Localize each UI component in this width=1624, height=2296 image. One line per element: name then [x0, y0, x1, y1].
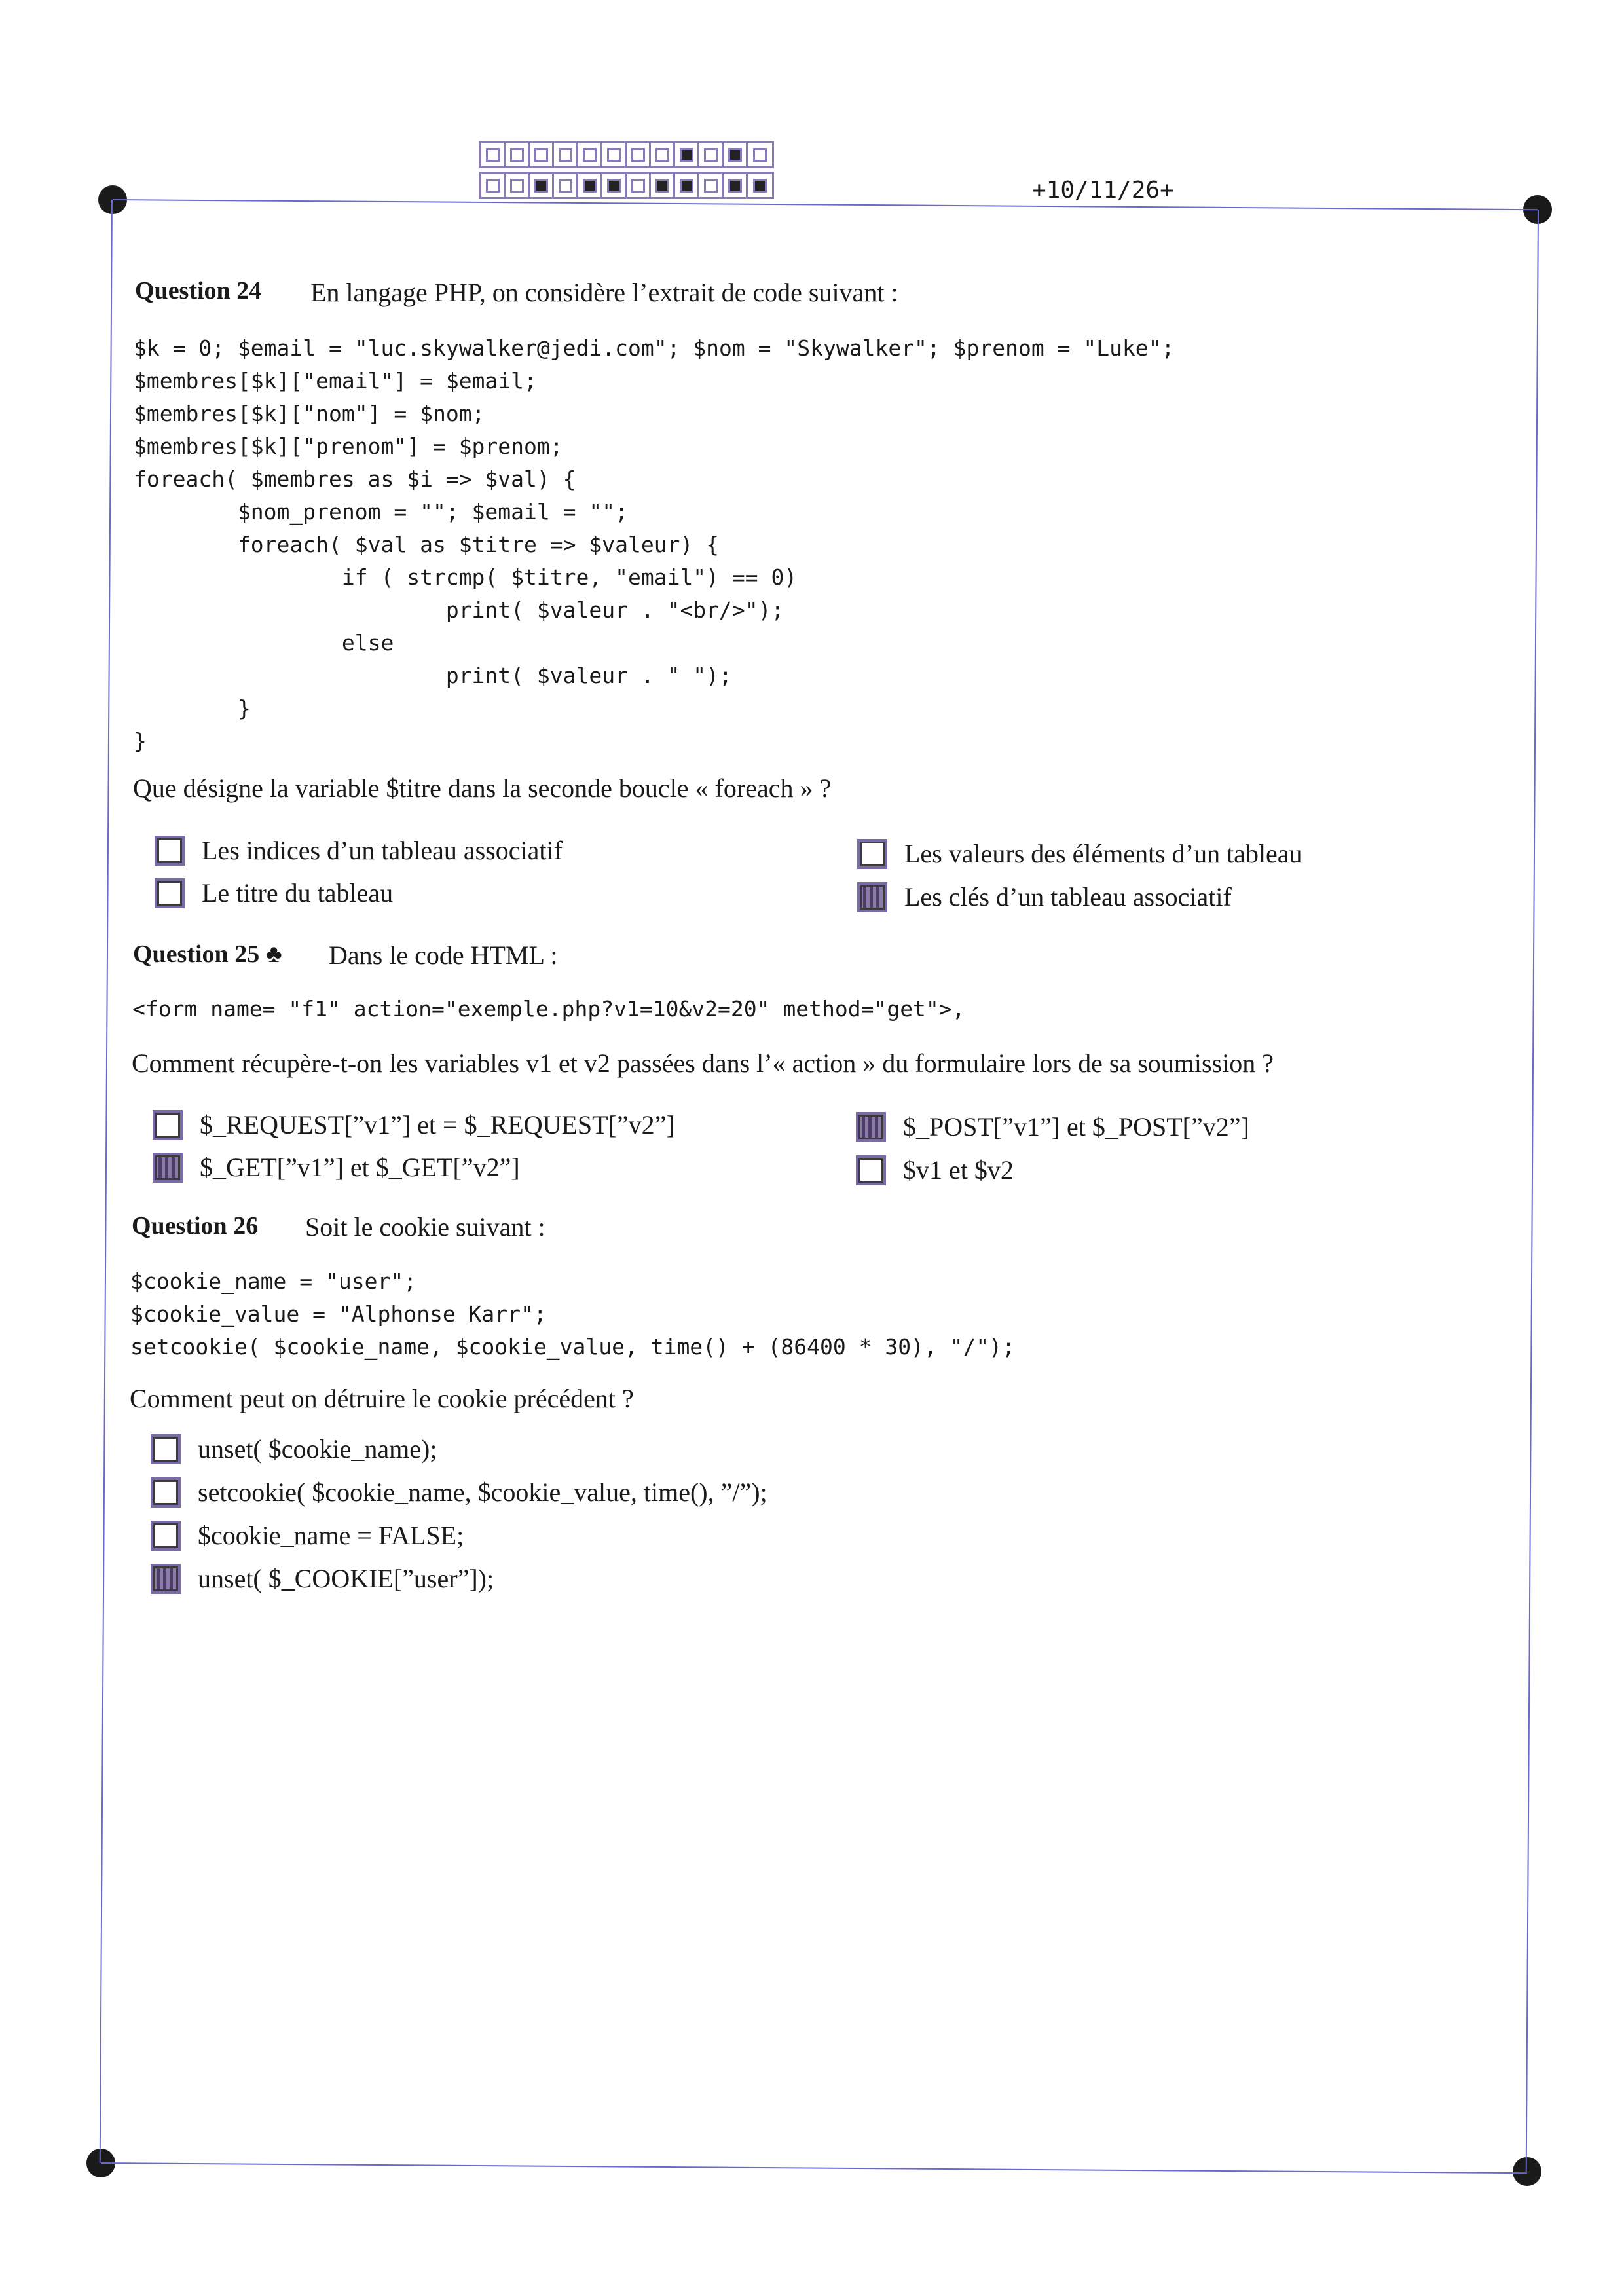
code-cell-empty [578, 143, 602, 166]
code-line: print( $valeur . "<br/>"); [134, 597, 784, 623]
option-label: unset( $_COOKIE[”user”]); [198, 1564, 494, 1593]
code-cell-empty [627, 143, 651, 166]
question-25-label: Question 25 ♣ [133, 940, 282, 968]
question-25-prompt: Comment récupère-t-on les variables v1 et v2 passées dans l’« action » du formulaire lors de sa soumission ? [132, 1048, 1274, 1078]
code-cell-empty [699, 174, 724, 197]
q26-option-2[interactable] [151, 1477, 767, 1508]
q25-option-4[interactable] [856, 1155, 1014, 1185]
corner-mark-bottom-right [1513, 2157, 1541, 2186]
option-label: Le titre du tableau [202, 878, 394, 908]
code-line: $membres[$k]["nom"] = $nom; [134, 401, 485, 426]
question-24-intro: En langage PHP, on considère l’extrait de code suivant : [310, 278, 898, 307]
code-line: print( $valeur . " "); [134, 663, 732, 688]
q24-option-3[interactable] [857, 838, 1302, 869]
code-cell-filled [578, 174, 602, 197]
code-cell-empty [506, 143, 530, 166]
page-id: +10/11/26+ [1032, 177, 1174, 204]
binary-code-strip-bottom [479, 172, 774, 199]
q25-option-3[interactable] [856, 1111, 1249, 1142]
code-cell-empty [554, 174, 578, 197]
option-label: $_REQUEST[”v1”] et = $_REQUEST[”v2”] [200, 1110, 675, 1139]
checkbox[interactable] [155, 878, 185, 908]
code-cell-filled [675, 174, 699, 197]
frame-bottom-line [101, 2162, 1527, 2174]
option-label: unset( $cookie_name); [198, 1434, 437, 1464]
code-line: } [134, 728, 147, 754]
question-25-code [132, 993, 965, 1026]
code-cell-empty [481, 174, 506, 197]
code-line: } [134, 695, 251, 721]
q24-option-1[interactable] [155, 835, 563, 866]
option-label: $v1 et $v2 [903, 1155, 1014, 1185]
q26-option-4[interactable] [151, 1563, 494, 1594]
q24-option-2[interactable] [155, 878, 393, 908]
checkbox[interactable] [151, 1521, 181, 1551]
code-line: <form name= "f1" action="exemple.php?v1=10&v2=20" method="get">, [132, 996, 965, 1022]
checkbox-checked[interactable] [151, 1564, 181, 1594]
checkbox[interactable] [856, 1155, 886, 1185]
checkbox[interactable] [151, 1434, 181, 1464]
code-cell-empty [602, 143, 627, 166]
frame-right-line [1526, 210, 1539, 2172]
code-cell-empty [530, 143, 554, 166]
checkbox[interactable] [857, 839, 887, 869]
code-line: else [134, 630, 394, 656]
code-line: if ( strcmp( $titre, "email") == 0) [134, 565, 798, 590]
code-line: $membres[$k]["prenom"] = $prenom; [134, 434, 563, 459]
q25-option-1[interactable] [153, 1109, 675, 1140]
frame-left-line [100, 200, 113, 2163]
checkbox-checked[interactable] [856, 1112, 886, 1142]
checkbox-checked[interactable] [153, 1153, 183, 1183]
q25-option-2[interactable] [153, 1152, 520, 1183]
option-label: setcookie( $cookie_name, $cookie_value, time(), ”/”); [198, 1477, 767, 1507]
question-24-prompt: Que désigne la variable $titre dans la seconde boucle « foreach » ? [133, 773, 832, 803]
code-line: $cookie_name = "user"; [130, 1268, 417, 1294]
code-line: $cookie_value = "Alphonse Karr"; [130, 1301, 547, 1327]
q24-option-4[interactable] [857, 881, 1232, 912]
binary-code-strip-top [479, 141, 774, 168]
checkbox[interactable] [153, 1110, 183, 1140]
q26-option-1[interactable] [151, 1434, 437, 1464]
code-cell-filled [602, 174, 627, 197]
code-cell-filled [724, 143, 748, 166]
code-cell-empty [481, 143, 506, 166]
checkbox[interactable] [151, 1477, 181, 1508]
code-cell-empty [554, 143, 578, 166]
code-cell-empty [651, 143, 675, 166]
question-24-code [134, 332, 1174, 758]
checkbox[interactable] [155, 836, 185, 866]
option-label: $_POST[”v1”] et $_POST[”v2”] [903, 1112, 1249, 1141]
option-label: $_GET[”v1”] et $_GET[”v2”] [200, 1153, 520, 1182]
code-cell-empty [627, 174, 651, 197]
question-26-prompt: Comment peut on détruire le cookie précédent ? [130, 1384, 634, 1413]
q26-option-3[interactable] [151, 1520, 464, 1551]
option-label: Les valeurs des éléments d’un tableau [904, 839, 1302, 868]
option-label: Les clés d’un tableau associatif [904, 882, 1232, 912]
code-cell-empty [699, 143, 724, 166]
question-26-intro: Soit le cookie suivant : [305, 1212, 545, 1242]
code-cell-filled [675, 143, 699, 166]
code-cell-filled [724, 174, 748, 197]
code-line: $nom_prenom = ""; $email = ""; [134, 499, 628, 525]
question-26-label: Question 26 [132, 1212, 259, 1240]
frame-top-line [113, 199, 1538, 210]
question-26-code [130, 1265, 1015, 1363]
code-cell-empty [506, 174, 530, 197]
question-25-intro: Dans le code HTML : [329, 940, 558, 970]
code-cell-empty [748, 143, 772, 166]
option-label: $cookie_name = FALSE; [198, 1521, 464, 1550]
code-cell-filled [530, 174, 554, 197]
code-cell-filled [748, 174, 772, 197]
code-line: $membres[$k]["email"] = $email; [134, 368, 537, 394]
code-line: foreach( $val as $titre => $valeur) { [134, 532, 720, 557]
code-cell-filled [651, 174, 675, 197]
code-line: $k = 0; $email = "luc.skywalker@jedi.com"; $nom = "Skywalker"; $prenom = "Luke"; [134, 335, 1175, 361]
checkbox-checked[interactable] [857, 882, 887, 912]
code-line: foreach( $membres as $i => $val) { [134, 466, 576, 492]
option-label: Les indices d’un tableau associatif [202, 836, 563, 865]
question-24-label: Question 24 [135, 277, 262, 305]
code-line: setcookie( $cookie_name, $cookie_value, time() + (86400 * 30), "/"); [130, 1334, 1016, 1360]
